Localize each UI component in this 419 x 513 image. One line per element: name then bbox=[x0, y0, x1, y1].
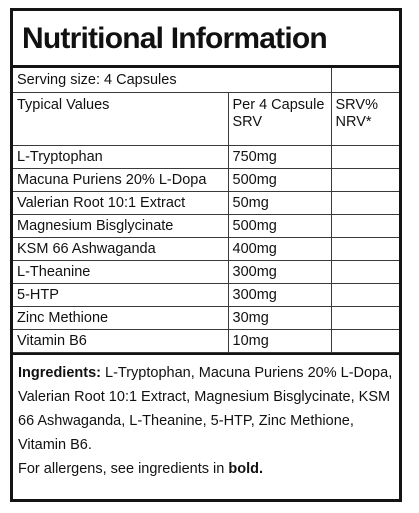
nutrient-amount: 50mg bbox=[228, 192, 331, 215]
nutrient-amount: 500mg bbox=[228, 169, 331, 192]
allergen-prefix: For allergens, see ingredients in bbox=[18, 461, 229, 477]
nutrient-amount: 300mg bbox=[228, 261, 331, 284]
nutrient-amount: 500mg bbox=[228, 215, 331, 238]
nutrient-row bbox=[13, 238, 399, 261]
header-typical-values: Typical Values bbox=[13, 93, 228, 146]
nutrient-name: Valerian Root 10:1 Extract bbox=[13, 192, 228, 215]
header-srv-line2: NRV* bbox=[335, 114, 372, 130]
nutrient-row bbox=[13, 192, 399, 215]
nutrient-nrv bbox=[331, 215, 399, 238]
nutrition-table bbox=[13, 68, 399, 353]
nutrient-name: L-Theanine bbox=[13, 261, 228, 284]
nutrient-nrv bbox=[331, 330, 399, 353]
serving-row bbox=[13, 68, 399, 93]
nutrition-panel bbox=[10, 8, 402, 502]
ingredients-block bbox=[13, 353, 399, 457]
nutrient-nrv bbox=[331, 169, 399, 192]
nutrient-name: Zinc Methione bbox=[13, 307, 228, 330]
panel-title: Nutritional Information bbox=[13, 11, 399, 68]
nutrient-amount: 30mg bbox=[228, 307, 331, 330]
serving-empty-cell bbox=[331, 68, 399, 93]
nutrient-name: Macuna Puriens 20% L-Dopa bbox=[13, 169, 228, 192]
nutrient-amount: 10mg bbox=[228, 330, 331, 353]
ingredients-text: L-Tryptophan, Macuna Puriens 20% L-Dopa, Valerian Root 10:1 Extract, Magnesium Bisglycinate, KSM 66 Ashwaganda, L-Theanine, 5-HTP, Zinc Methione, Vitamin B6. bbox=[18, 365, 393, 453]
header-srv-line1: SRV% bbox=[335, 97, 378, 113]
header-per-line2: SRV bbox=[232, 114, 263, 130]
nutrient-amount: 300mg bbox=[228, 284, 331, 307]
nutrient-nrv bbox=[331, 261, 399, 284]
nutrient-nrv bbox=[331, 307, 399, 330]
nutrient-name: Vitamin B6 bbox=[13, 330, 228, 353]
nutrient-name: 5-HTP bbox=[13, 284, 228, 307]
nutrient-row bbox=[13, 261, 399, 284]
nutrient-name: KSM 66 Ashwaganda bbox=[13, 238, 228, 261]
header-per-serving bbox=[228, 93, 331, 146]
allergen-bold: bold. bbox=[228, 461, 264, 477]
header-row bbox=[13, 93, 399, 146]
nutrient-nrv bbox=[331, 146, 399, 169]
header-srv-nrv bbox=[331, 93, 399, 146]
nutrient-nrv bbox=[331, 238, 399, 261]
nutrient-name: L-Tryptophan bbox=[13, 146, 228, 169]
nutrient-row bbox=[13, 330, 399, 353]
header-per-line1: Per 4 Capsule bbox=[232, 97, 325, 113]
nutrient-row bbox=[13, 307, 399, 330]
nutrient-name: Magnesium Bisglycinate bbox=[13, 215, 228, 238]
serving-size: Serving size: 4 Capsules bbox=[13, 68, 331, 93]
nutrient-row bbox=[13, 169, 399, 192]
nutrient-row bbox=[13, 284, 399, 307]
nutrient-row bbox=[13, 146, 399, 169]
ingredients-label: Ingredients: bbox=[18, 365, 101, 381]
nutrient-nrv bbox=[331, 284, 399, 307]
nutrient-amount: 400mg bbox=[228, 238, 331, 261]
nutrient-amount: 750mg bbox=[228, 146, 331, 169]
allergen-note bbox=[13, 457, 399, 481]
nutrient-nrv bbox=[331, 192, 399, 215]
nutrient-row bbox=[13, 215, 399, 238]
